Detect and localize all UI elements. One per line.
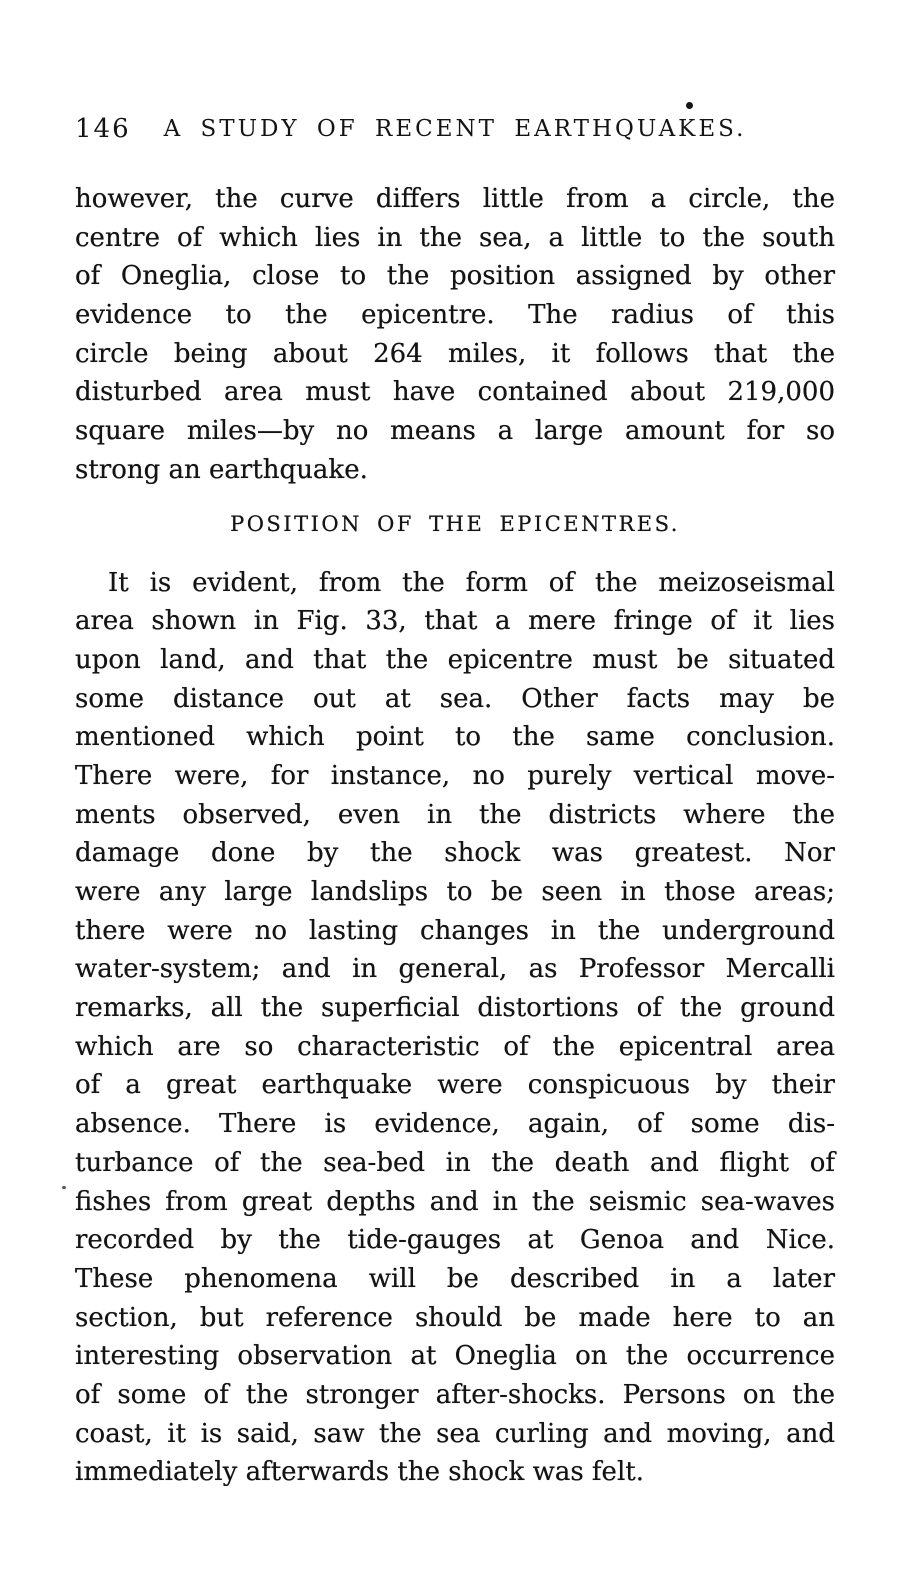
text-line: ments observed, even in the districts where the [75, 799, 835, 830]
page-number: 146 [75, 114, 131, 144]
ink-spot-artifact [686, 102, 693, 109]
text-line: turbance of the sea-bed in the death and flight of [75, 1147, 835, 1178]
ink-spot-artifact [62, 1186, 66, 1189]
text-line: strong an earthquake. [75, 454, 368, 485]
running-title: A STUDY OF RECENT EARTHQUAKES. [163, 116, 747, 142]
text-line: coast, it is said, saw the sea curling and moving, and [75, 1418, 835, 1449]
text-line: of a great earthquake were conspicuous by their [75, 1070, 835, 1101]
page-body [75, 180, 835, 1492]
text-line: absence. There is evidence, again, of some dis- [75, 1109, 835, 1140]
page-header [75, 112, 835, 146]
text-line: recorded by the tide-gauges at Genoa and Nice. [75, 1225, 835, 1256]
text-line: square miles—by no means a large amount for so [75, 416, 835, 447]
paragraph [75, 564, 835, 1493]
text-line: It is evident, from the form of the meizoseismal [108, 567, 835, 598]
text-line: mentioned which point to the same conclusion. [75, 722, 835, 753]
text-line: of Oneglia, close to the position assigned by other [75, 261, 835, 292]
text-line: there were no lasting changes in the underground [75, 915, 835, 946]
text-line: water-system; and in general, as Professor Mercalli [75, 954, 835, 985]
text-line: centre of which lies in the sea, a little to the south [75, 222, 835, 253]
section-heading: POSITION OF THE EPICENTRES. [230, 511, 680, 536]
text-line: area shown in Fig. 33, that a mere fringe of it lies [75, 606, 835, 637]
text-line: section, but reference should be made here to an [75, 1302, 835, 1333]
text-line: damage done by the shock was greatest. Nor [75, 838, 835, 869]
paragraph [75, 180, 835, 490]
text-line: These phenomena will be described in a later [75, 1263, 835, 1294]
text-line: There were, for instance, no purely vertical move- [75, 760, 835, 791]
text-line: immediately afterwards the shock was felt. [75, 1457, 644, 1488]
text-line: upon land, and that the epicentre must be situated [75, 644, 835, 675]
text-line: remarks, all the superficial distortions of the ground [75, 993, 835, 1024]
text-line: which are so characteristic of the epicentral area [75, 1031, 835, 1062]
text-line: disturbed area must have contained about 219,000 [75, 377, 835, 408]
text-line: interesting observation at Oneglia on the occurrence [75, 1341, 835, 1372]
text-line: however, the curve differs little from a circle, the [75, 184, 835, 214]
text-line: some distance out at sea. Other facts may be [75, 683, 835, 714]
text-line: of some of the stronger after-shocks. Persons on the [75, 1379, 835, 1410]
text-line: circle being about 264 miles, it follows that the [75, 338, 835, 369]
text-line: evidence to the epicentre. The radius of this [75, 300, 835, 331]
text-line: were any large landslips to be seen in those areas; [75, 877, 835, 907]
text-line: fishes from great depths and in the seismic sea-waves [75, 1186, 835, 1217]
